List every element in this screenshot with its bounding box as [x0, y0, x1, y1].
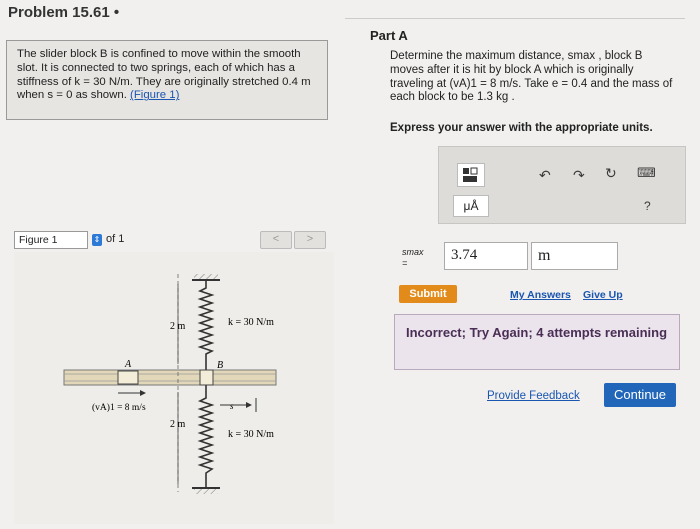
math-toolbar: [438, 146, 686, 224]
keyboard-icon[interactable]: ⌨: [637, 165, 656, 180]
figure-count: of 1: [106, 233, 125, 245]
answer-variable: smax: [402, 247, 424, 257]
block-a-label: A: [125, 359, 132, 370]
help-icon[interactable]: ?: [644, 199, 651, 213]
prev-figure-button[interactable]: <: [260, 231, 292, 249]
figure-select-label: Figure 1: [19, 234, 58, 246]
answer-instructions: Express your answer with the appropriate units.: [390, 122, 653, 134]
answer-value-input[interactable]: 3.74: [444, 242, 528, 270]
velocity-label: (vA)1 = 8 m/s: [92, 403, 146, 413]
give-up-link[interactable]: Give Up: [583, 289, 623, 301]
provide-feedback-link[interactable]: Provide Feedback: [487, 390, 580, 402]
templates-button[interactable]: [457, 163, 485, 187]
question-text: Determine the maximum distance, smax , block B moves after it is hit by block A which is originally traveling at (vA)1 = 8 m/s. Take e = 0.4 and the mass of each block to be 1.3 kg .: [390, 50, 673, 104]
my-answers-link[interactable]: My Answers: [510, 289, 571, 301]
problem-text: The slider block B is confined to move within the smooth slot. It is connected to two springs, each of which has a stiffness of k = 30 N/m. They are originally stretched 0.4 m when s = 0 as shown.: [17, 48, 311, 102]
slider-spring-diagram: [14, 252, 334, 524]
bottom-dimension-label: 2 m: [170, 419, 186, 430]
figure-navigation: [14, 231, 314, 249]
top-dimension-label: 2 m: [170, 321, 186, 332]
block-b: [200, 370, 213, 385]
answer-equals: =: [402, 258, 408, 268]
answer-unit-input[interactable]: m: [531, 242, 618, 270]
s-label: s: [230, 401, 234, 411]
part-label: Part A: [370, 28, 408, 43]
top-spring-label: k = 30 N/m: [228, 317, 274, 328]
continue-button[interactable]: Continue: [604, 383, 676, 407]
redo-icon[interactable]: ↷: [573, 167, 585, 183]
reset-icon[interactable]: ↻: [605, 165, 617, 181]
units-button[interactable]: μÅ: [453, 195, 489, 217]
bottom-spring: [200, 385, 212, 488]
answer-variable-label: [402, 247, 424, 269]
divider: [345, 18, 685, 19]
undo-icon[interactable]: ↶: [539, 167, 551, 183]
templates-icon: [458, 164, 484, 186]
bottom-spring-label: k = 30 N/m: [228, 429, 274, 440]
figure-link[interactable]: (Figure 1): [130, 89, 180, 102]
submit-button[interactable]: Submit: [399, 285, 457, 303]
next-figure-button[interactable]: >: [294, 231, 326, 249]
top-spring: [200, 280, 212, 370]
figure-image: [14, 252, 334, 524]
figure-select-field[interactable]: [14, 231, 88, 249]
select-arrows-icon[interactable]: ⇕: [93, 235, 101, 244]
problem-statement: [6, 40, 328, 120]
block-a: [118, 371, 138, 384]
feedback-message: Incorrect; Try Again; 4 attempts remaining: [394, 314, 680, 370]
slot-track: [64, 370, 276, 385]
block-b-label: B: [217, 360, 224, 371]
page-title: Problem 15.61 •: [8, 4, 120, 21]
